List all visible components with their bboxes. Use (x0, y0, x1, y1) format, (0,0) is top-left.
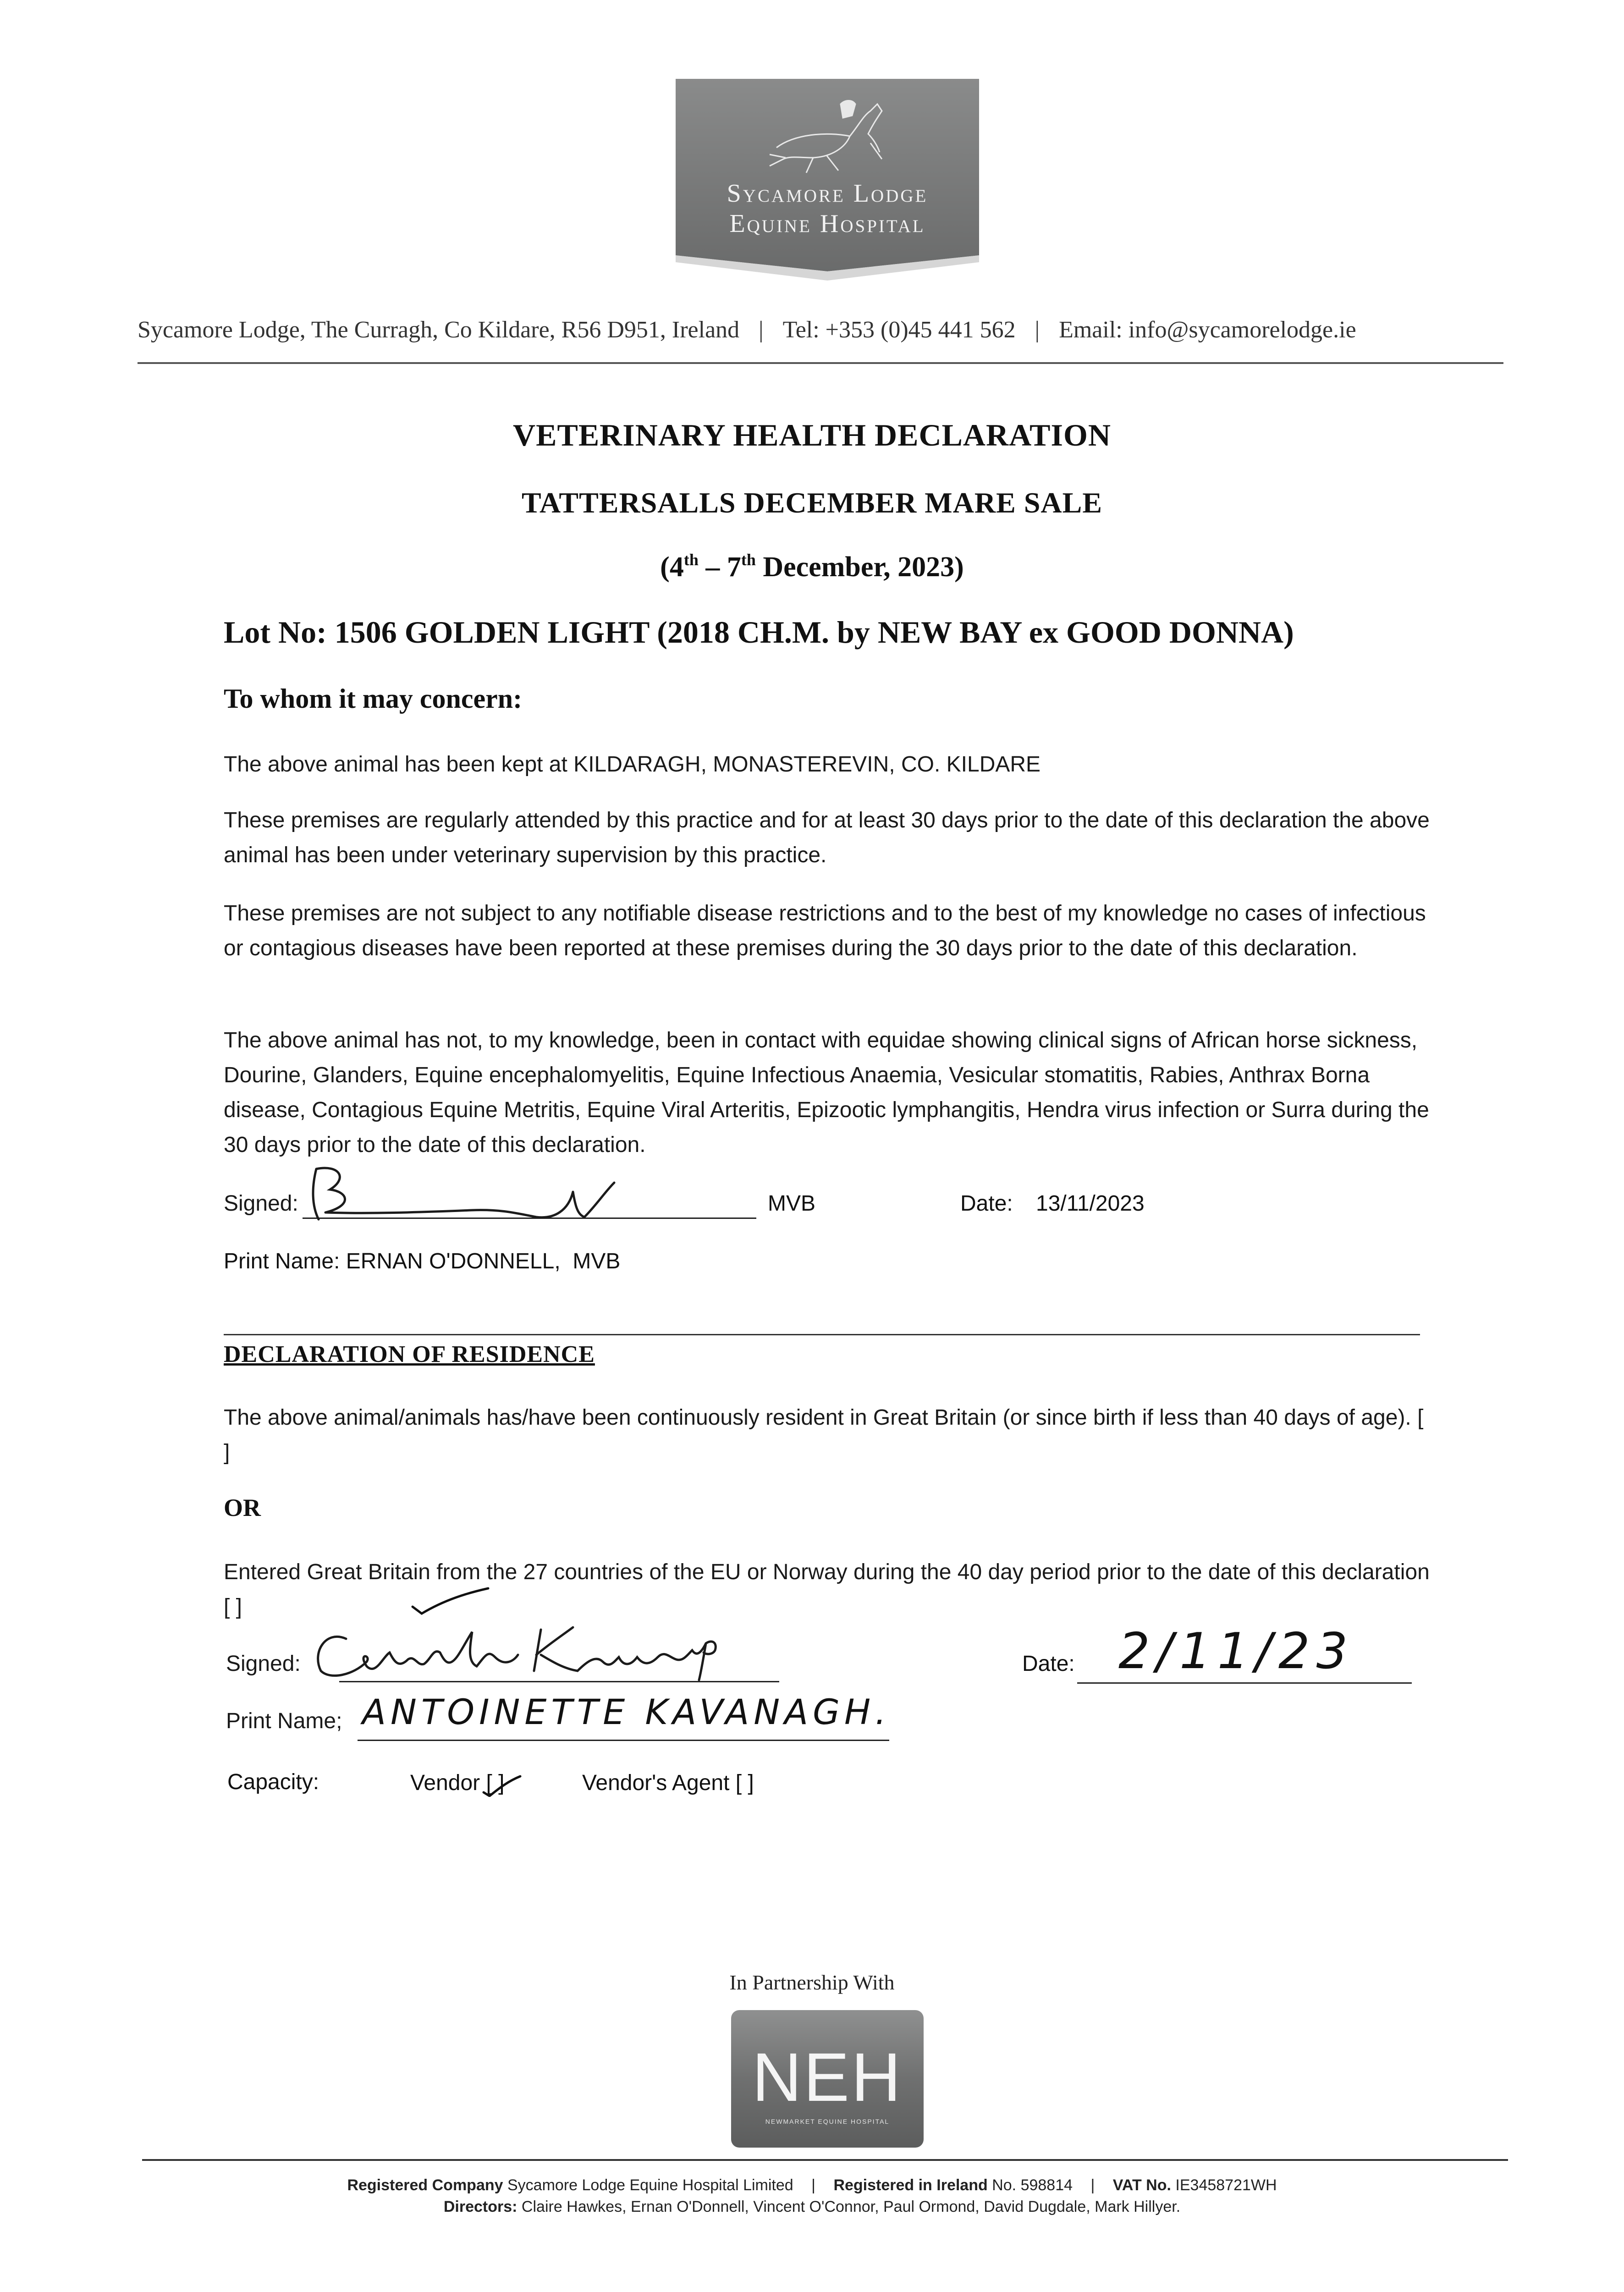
header-separator: | (1035, 317, 1040, 343)
paragraph-entered-gb: Entered Great Britain from the 27 countries of the EU or Norway during the 40 day period prior to the date of this declaration [ ] (224, 1560, 1430, 1619)
footer-registration (0, 2176, 1624, 2194)
footer-vat-label: VAT No. (1112, 2176, 1171, 2194)
partnership-label: In Partnership With (729, 1971, 895, 1994)
footer-directors (0, 2198, 1624, 2216)
salutation: To whom it may concern: (224, 683, 523, 714)
dates-open: (4 (660, 551, 684, 583)
sycamore-lodge-logo (676, 79, 979, 285)
header-divider (138, 362, 1503, 364)
footer-reg-ireland-value: No. 598814 (992, 2176, 1073, 2194)
footer-vat-value: IE3458721WH (1175, 2176, 1277, 2194)
paragraph-disease-contact: The above animal has not, to my knowledge, been in contact with equidae showing clinical signs of African horse sickness, Dourine, Glanders, Equine encephalomyelitis, Equine Infectious Anaemia, Vesicular stomatitis, Rabies, Anthrax Borna disease, Contagious Equine Metritis, Equine Viral Arteritis, Epizootic lymphangitis, Hendra virus infection or Surra during the 30 days prior to the date of this declaration. (224, 1028, 1429, 1157)
dates-close: December, 2023) (755, 551, 964, 583)
header-separator: | (759, 317, 764, 343)
neh-logo-subtitle: NEWMARKET EQUINE HOSPITAL (765, 2118, 890, 2125)
footer-reg-company-label: Registered Company (347, 2176, 503, 2194)
owner-date-handwritten: 2/11/23 (1118, 1623, 1354, 1680)
dates-sup-end: th (741, 551, 756, 569)
dates-mid: – 7 (698, 551, 741, 583)
footer-separator: | (1090, 2176, 1095, 2194)
vet-date-label: Date: (960, 1191, 1013, 1216)
neh-logo-letters: NEH (752, 2039, 903, 2116)
owner-signature (303, 1611, 798, 1685)
dates-sup-start: th (683, 551, 699, 569)
document-title: VETERINARY HEALTH DECLARATION (513, 418, 1111, 452)
sale-title: TATTERSALLS DECEMBER MARE SALE (522, 486, 1102, 519)
owner-signed-label: Signed: (226, 1652, 301, 1676)
owner-print-line (358, 1740, 889, 1741)
paragraph-resident-gb: The above animal/animals has/have been continuously resident in Great Britain (or since birth if less than 40 days of age). [ ] (224, 1405, 1424, 1465)
header-contact-line (138, 316, 1503, 343)
sale-dates (0, 550, 1624, 584)
vet-mvb-suffix: MVB (768, 1191, 816, 1216)
capacity-label: Capacity: (227, 1770, 319, 1794)
header-address: Sycamore Lodge, The Curragh, Co Kildare, R56 D951, Ireland (138, 317, 740, 343)
footer-directors-value: Claire Hawkes, Ernan O'Donnell, Vincent O'Connor, Paul Ormond, David Dugdale, Mark Hillyer. (521, 2198, 1181, 2215)
vet-signed-label: Signed: (224, 1191, 298, 1216)
vendor-checkmark-icon (481, 1774, 523, 1797)
footer-divider (142, 2159, 1508, 2161)
header-email[interactable]: Email: info@sycamorelodge.ie (1059, 317, 1356, 343)
paragraph-kept-at: The above animal has been kept at KILDARAGH, MONASTEREVIN, CO. KILDARE (224, 752, 1041, 777)
vet-signature (298, 1155, 646, 1229)
owner-print-label: Print Name; (226, 1709, 342, 1733)
vet-date-value: 13/11/2023 (1036, 1191, 1145, 1216)
vet-print-name: Print Name: ERNAN O'DONNELL, MVB (224, 1249, 621, 1273)
owner-signature-line (339, 1681, 779, 1682)
neh-logo (731, 2010, 924, 2148)
section-divider (224, 1334, 1420, 1335)
header-tel: Tel: +353 (0)45 441 562 (782, 317, 1016, 343)
logo-text-line1: Sycamore Lodge (727, 179, 928, 208)
logo-text-line2: Equine Hospital (729, 209, 925, 238)
lot-number: Lot No: 1506 GOLDEN LIGHT (2018 CH.M. by NEW BAY ex GOOD DONNA) (224, 615, 1294, 650)
vendor-option[interactable]: Vendor [ ] (410, 1771, 505, 1795)
paragraph-premises: These premises are regularly attended by this practice and for at least 30 days prior to the date of this declaration the above animal has been under veterinary supervision by this practice. (224, 808, 1430, 867)
paragraph-restrictions: These premises are not subject to any notifiable disease restrictions and to the best of my knowledge no cases of infectious or contagious diseases have been reported at these premises during the 30 days prior to the date of this declaration. (224, 901, 1426, 960)
owner-date-line (1077, 1682, 1412, 1684)
footer-reg-ireland-label: Registered in Ireland (833, 2176, 988, 2194)
owner-date-label: Date: (1022, 1652, 1075, 1676)
footer-separator: | (811, 2176, 815, 2194)
footer-reg-company-value: Sycamore Lodge Equine Hospital Limited (507, 2176, 793, 2194)
owner-print-handwritten: ANTOINETTE KAVANAGH. (362, 1691, 891, 1732)
residence-heading: DECLARATION OF RESIDENCE (224, 1341, 595, 1367)
or-label: OR (224, 1494, 261, 1521)
vendor-agent-option[interactable]: Vendor's Agent [ ] (582, 1771, 754, 1795)
footer-directors-label: Directors: (443, 2198, 517, 2215)
